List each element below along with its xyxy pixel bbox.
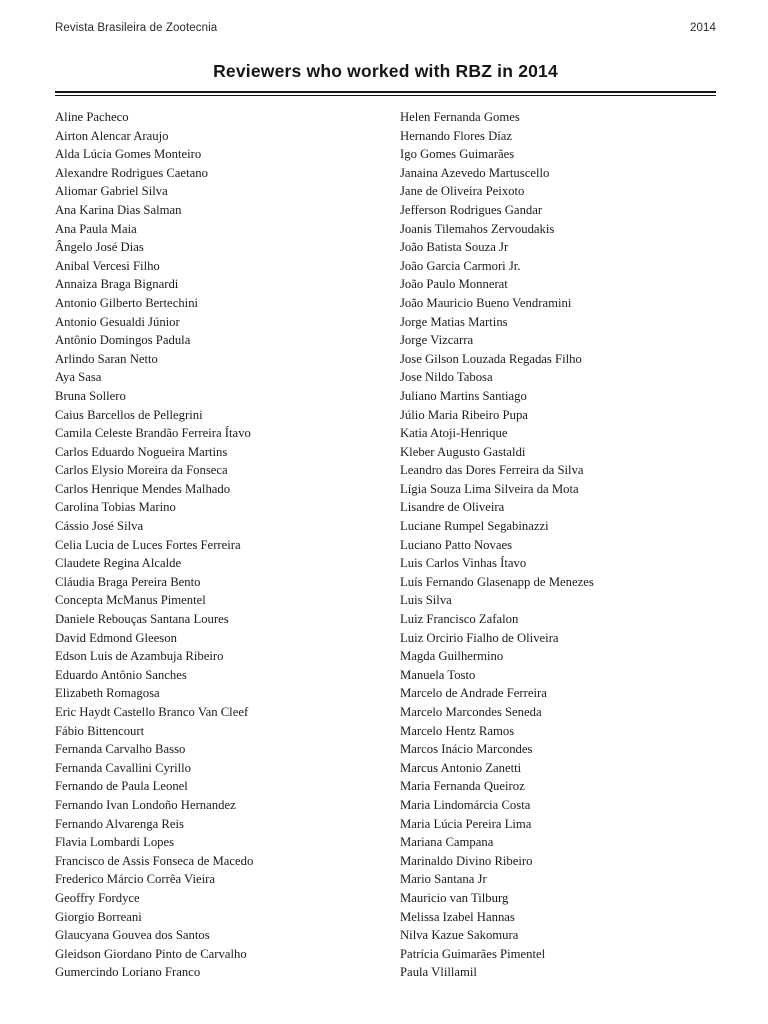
reviewer-name: Carlos Henrique Mendes Malhado	[55, 481, 231, 496]
reviewer-name: Lisandre de Oliveira	[400, 500, 505, 515]
reviewer-name: Jose Gilson Louzada Regadas Filho	[400, 351, 582, 366]
reviewer-name: Fernanda Carvalho Basso	[55, 742, 186, 757]
title-divider-rule	[55, 91, 716, 96]
reviewer-name: Antônio Domingos Padula	[55, 333, 191, 348]
reviewer-name: Flavia Lombardi Lopes	[55, 835, 175, 850]
reviewer-name: Cássio José Silva	[55, 519, 144, 534]
reviewer-name: Marcos Inácio Marcondes	[400, 742, 533, 757]
reviewer-name: Edson Luis de Azambuja Ribeiro	[55, 649, 224, 664]
reviewer-name: Jefferson Rodrigues Gandar	[400, 202, 543, 217]
reviewer-name: Claudete Regina Alcalde	[55, 556, 182, 571]
reviewer-name: Luiz Orcirio Fialho de Oliveira	[400, 630, 559, 645]
reviewer-name: Arlindo Saran Netto	[55, 351, 158, 366]
reviewer-name: Francisco de Assis Fonseca de Macedo	[55, 853, 254, 868]
reviewer-name: Marcus Antonio Zanetti	[400, 760, 522, 775]
reviewer-column-right	[400, 108, 716, 982]
reviewer-name: Alexandre Rodrigues Caetano	[55, 165, 208, 180]
reviewer-name: Marcelo Hentz Ramos	[400, 723, 515, 738]
reviewer-name: Fernando Alvarenga Reis	[55, 816, 184, 831]
reviewer-name: Fábio Bittencourt	[55, 723, 145, 738]
reviewer-name: Eric Haydt Castello Branco Van Cleef	[55, 705, 249, 719]
reviewer-name: Glaucyana Gouvea dos Santos	[55, 928, 210, 943]
reviewer-name: Nilva Kazue Sakomura	[400, 928, 519, 943]
reviewer-name: Aliomar Gabriel Silva	[55, 184, 168, 199]
reviewer-name: Antonio Gilberto Bertechini	[55, 295, 199, 310]
reviewer-name: Frederico Márcio Corrêa Vieira	[55, 872, 215, 887]
reviewer-name: Anibal Vercesi Filho	[55, 258, 160, 273]
reviewer-name: Katia Atoji-Henrique	[400, 426, 508, 441]
reviewer-name: Maria Lúcia Pereira Lima	[400, 816, 532, 831]
reviewer-name: Aya Sasa	[55, 370, 102, 385]
reviewer-name: Geoffry Fordyce	[55, 890, 140, 905]
reviewer-name: João Garcia Carmori Jr.	[400, 258, 521, 273]
reviewer-name: Elizabeth Romagosa	[55, 686, 160, 701]
page-title: Reviewers who worked with RBZ in 2014	[213, 61, 558, 81]
reviewer-name: Fernando de Paula Leonel	[55, 779, 188, 794]
reviewer-name: Melissa Izabel Hannas	[400, 909, 515, 924]
reviewer-name: Caius Barcellos de Pellegrini	[55, 407, 203, 422]
reviewer-name: David Edmond Gleeson	[55, 630, 177, 645]
reviewer-name: Fernanda Cavallini Cyrillo	[55, 760, 192, 775]
reviewer-name: Ana Paula Maia	[55, 221, 137, 236]
reviewer-name: Jose Nildo Tabosa	[400, 370, 493, 385]
reviewer-name: Marcelo Marcondes Seneda	[400, 705, 542, 719]
reviewer-name: Cláudia Braga Pereira Bento	[55, 574, 201, 589]
reviewer-name: Maria Fernanda Queiroz	[400, 779, 525, 794]
reviewer-name: Carlos Elysio Moreira da Fonseca	[55, 463, 228, 478]
reviewer-column-left	[55, 108, 400, 982]
reviewer-name: Aline Pacheco	[55, 110, 129, 124]
reviewer-name: Hernando Flores Díaz	[400, 128, 513, 143]
reviewer-name: Lígia Souza Lima Silveira da Mota	[400, 481, 579, 496]
reviewer-name: Luís Fernando Glasenapp de Menezes	[400, 574, 594, 589]
reviewer-name: Patrícia Guimarães Pimentel	[400, 946, 546, 961]
reviewer-name: João Mauricio Bueno Vendramini	[400, 295, 572, 310]
reviewer-name: João Batista Souza Jr	[400, 240, 509, 255]
reviewer-name: Fernando Ivan Londoño Hernandez	[55, 797, 236, 812]
reviewer-name: Mario Santana Jr	[400, 872, 487, 887]
running-head	[55, 22, 716, 34]
reviewer-name: Bruna Sollero	[55, 388, 126, 403]
reviewer-name: Jorge Matias Martins	[400, 314, 508, 329]
reviewer-name: João Paulo Monnerat	[400, 277, 508, 292]
reviewer-name: Antonio Gesualdi Júnior	[55, 314, 180, 329]
reviewer-name: Paula Vlillamil	[400, 965, 477, 980]
reviewer-name: Ana Karina Dias Salman	[55, 202, 182, 217]
reviewer-name: Jorge Vizcarra	[400, 333, 474, 348]
journal-year: 2014	[690, 22, 716, 34]
reviewer-name: Jane de Oliveira Peixoto	[400, 184, 525, 199]
reviewer-name: Júlio Maria Ribeiro Pupa	[400, 407, 528, 422]
reviewer-name: Marcelo de Andrade Ferreira	[400, 686, 547, 701]
reviewer-name: Janaina Azevedo Martuscello	[400, 165, 550, 180]
reviewer-name: Leandro das Dores Ferreira da Silva	[400, 463, 584, 478]
reviewer-name: Carlos Eduardo Nogueira Martins	[55, 444, 228, 459]
reviewer-columns	[55, 108, 716, 982]
journal-name: Revista Brasileira de Zootecnia	[55, 22, 218, 34]
reviewer-name: Ângelo José Dias	[55, 240, 144, 255]
reviewer-name: Celia Lucia de Luces Fortes Ferreira	[55, 537, 241, 552]
reviewer-name: Giorgio Borreani	[55, 909, 142, 924]
reviewer-name: Luis Carlos Vinhas Ítavo	[400, 556, 527, 571]
reviewer-name: Marinaldo Divino Ribeiro	[400, 853, 533, 868]
reviewer-name: Alda Lúcia Gomes Monteiro	[55, 147, 202, 162]
reviewer-name: Concepta McManus Pimentel	[55, 593, 206, 608]
reviewer-name: Mariana Campana	[400, 835, 494, 850]
reviewer-name: Igo Gomes Guimarães	[400, 147, 515, 162]
reviewer-name: Magda Guilhermino	[400, 649, 504, 664]
reviewer-name: Gleidson Giordano Pinto de Carvalho	[55, 946, 247, 961]
reviewer-name: Eduardo Antônio Sanches	[55, 667, 187, 682]
reviewer-name: Camila Celeste Brandão Ferreira Ítavo	[55, 426, 251, 441]
reviewer-name: Kleber Augusto Gastaldi	[400, 444, 526, 459]
reviewer-name: Airton Alencar Araujo	[55, 128, 169, 143]
reviewer-name: Annaiza Braga Bignardi	[55, 277, 179, 292]
reviewer-name: Luciano Patto Novaes	[400, 537, 513, 552]
reviewer-name: Manuela Tosto	[400, 667, 476, 682]
reviewer-name: Carolina Tobias Marino	[55, 500, 176, 515]
reviewer-name: Mauricio van Tilburg	[400, 890, 509, 905]
reviewer-name: Daniele Rebouças Santana Loures	[55, 612, 229, 627]
reviewer-name: Luciane Rumpel Segabinazzi	[400, 519, 549, 534]
reviewer-name: Luiz Francisco Zafalon	[400, 612, 519, 627]
reviewer-name: Luis Silva	[400, 593, 452, 608]
reviewer-name: Helen Fernanda Gomes	[400, 110, 520, 124]
reviewer-name: Gumercindo Loriano Franco	[55, 965, 201, 980]
reviewer-name: Joanis Tilemahos Zervoudakis	[400, 221, 555, 236]
reviewer-name: Juliano Martins Santiago	[400, 388, 527, 403]
reviewer-name: Maria Lindomárcia Costa	[400, 797, 531, 812]
